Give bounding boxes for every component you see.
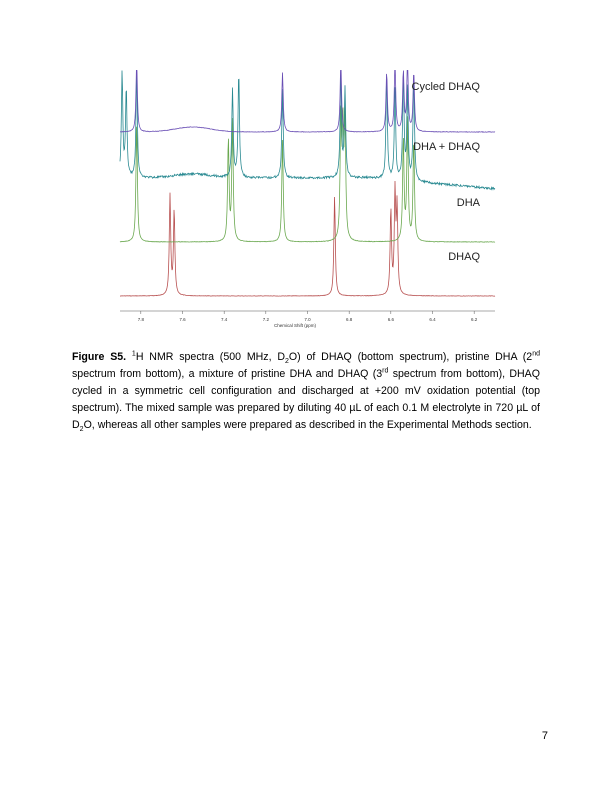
- caption-text: spectrum from bottom), a mixture of pristine DHA and DHAQ (3: [72, 367, 383, 380]
- caption-label: Figure S5.: [72, 350, 127, 363]
- caption-text: H NMR spectra (500 MHz, D: [135, 350, 286, 363]
- x-tick-label: 6.6: [387, 317, 394, 322]
- nmr-spectra-plot: [115, 70, 500, 330]
- spectrum-dhaq: [120, 181, 495, 296]
- nmr-figure: [115, 70, 500, 330]
- x-tick-label: 7.6: [179, 317, 186, 322]
- caption-sup: rd: [382, 367, 389, 375]
- caption-text: O) of DHAQ (bottom spectrum), pristine DHA (2: [288, 350, 533, 363]
- page-number: 7: [541, 730, 548, 742]
- caption-sub: 2: [79, 426, 84, 434]
- x-tick-label: 7.2: [262, 317, 269, 322]
- caption-sup: nd: [532, 350, 540, 358]
- x-tick-label: 6.4: [429, 317, 436, 322]
- x-tick-label: 7.4: [221, 317, 228, 322]
- caption-text: spectrum from bottom), DHAQ cycled in a symmetric cell configuration and discharged at +200 mV oxidation potential (top spectrum). The mixed sample was prepared by diluting 40 µL of each 0.1 M electrolyte in 720 µL of D: [72, 367, 540, 432]
- caption-sup: 1: [131, 350, 136, 358]
- x-axis-label: Chemical Shift (ppm): [273, 323, 317, 328]
- legend-label-dha-dhaq: DHA + DHAQ: [413, 141, 480, 153]
- x-tick-label: 6.2: [471, 317, 478, 322]
- spectrum-dha: [120, 104, 495, 242]
- x-tick-label: 7.8: [137, 317, 144, 322]
- legend-label-dha: DHA: [456, 197, 480, 209]
- caption-sub: 2: [285, 357, 289, 365]
- caption-text: O, whereas all other samples were prepared as described in the Experimental Methods section.: [83, 419, 532, 432]
- figure-caption: [72, 349, 540, 435]
- legend-label-cycled-dhaq: Cycled DHAQ: [411, 81, 480, 93]
- x-tick-label: 7.0: [304, 317, 311, 322]
- spectrum-cycled-dhaq: [120, 70, 495, 132]
- x-tick-label: 6.8: [346, 317, 353, 322]
- legend-label-dhaq: DHAQ: [448, 251, 480, 263]
